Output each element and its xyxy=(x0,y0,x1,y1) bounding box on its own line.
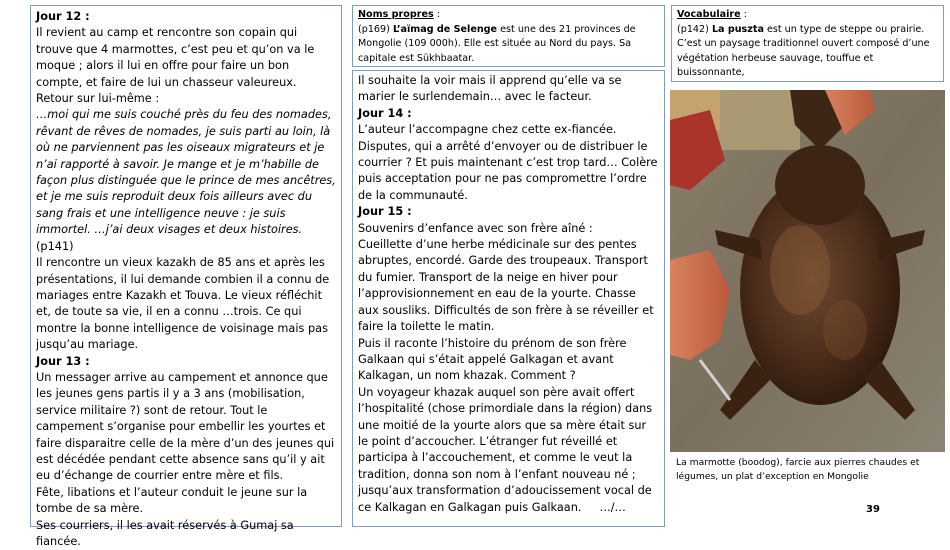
vocabulary-title xyxy=(677,8,938,23)
proper-nouns-definition: est une des 21 provinces de Mongolie (109 000h). Elle est située au Nord du pays. Sa capitale est Sükhbaatar. xyxy=(358,23,636,64)
quote-paragraph xyxy=(36,107,336,255)
proper-nouns-box xyxy=(352,5,665,67)
quote-ref: (p141) xyxy=(36,239,74,253)
marmot-photo xyxy=(670,90,945,452)
left-text-box xyxy=(30,5,342,548)
proper-nouns-term: L’aïmag de Selenge xyxy=(392,23,498,35)
marmot-photo-illustration xyxy=(670,90,945,452)
jour15-text4-body: Un voyageur khazak auquel son père avait offert l’hospitalité (chose primordiale dans la région) dans une moitié de la yourte alors que sa mère était sur le point d’accoucher. L’étranger fut réveillé et participa à l’accouchement, et comme le veut la tradition, donna son nom à l’enfant nouveau né ; jusqu’aux transformation d’adoucissement vocal de ce Kalkagan en Galkagan puis Galkaan. xyxy=(358,385,653,514)
jour14-text: L’auteur l’accompagne chez cette ex-fiancée. Disputes, qui a arrêté d’envoyer ou de distribuer le courrier ? Et puis maintenant c’est trop tard… Colère puis acceptation pour ne pas compromettre l’ordre de la communauté. xyxy=(358,123,658,202)
intro-text: Il souhaite la voir mais il apprend qu’elle va se marier le surlendemain… avec le facteur. xyxy=(358,74,622,104)
proper-nouns-colon: : xyxy=(433,9,440,20)
proper-nouns-heading: Noms propres xyxy=(358,9,434,20)
jour13-text: Un messager arrive au campement et annonce que les jeunes gens partis il y a 3 ans (mobilisation, service militaire ?) sont de retour. Tout le campement s’organise pour embellir les yourtes et faire disparaitre celle de la mère d’un des jeunes qui est décédée pendant cette absence sans qu’il y ait eu d’échange de courrier entre mère et fils. xyxy=(36,370,335,483)
vocabulary-heading: Vocabulaire xyxy=(677,9,741,20)
jour12-text: Il revient au camp et rencontre son copain qui trouve que 4 marmottes, c’est peu et qu’on va le moque ; alors il lui en offre pour faire un bon compte, et faire de lui un chasseur valeureux. xyxy=(36,26,315,89)
vocabulary-text xyxy=(677,23,938,81)
vocabulary-ref: (p142) xyxy=(677,23,712,35)
jour15-text1: Souvenirs d’enfance avec son frère aîné : xyxy=(358,221,593,235)
jour12-heading: Jour 12 : xyxy=(36,10,90,23)
page-number: 39 xyxy=(866,504,880,515)
jour15-text4 xyxy=(358,385,659,516)
retour-heading: Retour sur lui-même : xyxy=(36,92,160,106)
jour14-heading: Jour 14 : xyxy=(358,106,412,120)
jour15-heading: Jour 15 : xyxy=(358,205,412,219)
jour13-heading: Jour 13 : xyxy=(36,354,90,368)
vocabulary-colon: : xyxy=(740,9,747,20)
vocabulary-box xyxy=(671,5,944,82)
jour15-text3: Puis il raconte l’histoire du prénom de son frère Galkaan qui s’était appelé Galkagan et avant Kalkagan, un nom khazak. Comment ? xyxy=(358,336,627,383)
quote-text: …moi qui me suis couché près du feu des nomades, rêvant de rêves de nomades, je suis parti au loin, là où ne parviennent pas les oiseaux migrateurs et je n’ai rapporté à savoir. Je mange et je m’habille de façon plus distinguée que le prince de mes ancêtres, et je me suis reproduit deux fois ailleurs avec du sang frais et une intelligence neuve : je suis immortel. …j’ai deux visages et deux histoires. xyxy=(36,108,336,237)
proper-nouns-ref: (p169) xyxy=(358,23,393,35)
proper-nouns-text xyxy=(358,23,659,67)
photo-caption: La marmotte (boodog), farcie aux pierres chaudes et légumes, un plat d’exception en Mongolie xyxy=(676,457,920,482)
middle-text-box xyxy=(352,70,665,527)
vocabulary-term: La puszta xyxy=(711,23,764,35)
continued-mark: …/… xyxy=(599,500,626,514)
fete-text: Fête, libations et l’auteur conduit le jeune sur la tombe de sa mère. xyxy=(36,485,308,516)
vocabulary-definition: est un type de steppe ou prairie. C’est un paysage traditionnel ouvert composé d’une végétation herbeuse sauvage, touffue et buissonnante, xyxy=(677,23,930,78)
proper-nouns-title xyxy=(358,8,659,23)
jour15-text2: Cueillette d’une herbe médicinale sur des pentes abruptes, encordé. Garde des troupeaux. Transport du fumier. Transport de la neige en hiver pour l’approvisionnement en eau de la yourte. Chasse aux sousliks. Difficultés de son frère à se réveiller et faire la toilette le matin. xyxy=(358,238,654,334)
courriers-text: Ses courriers, il les avait réservés à Gumaj sa fiancée. xyxy=(36,518,294,548)
kazakh-text: Il rencontre un vieux kazakh de 85 ans et après les présentations, il lui demande combien il a connu de mariages entre Kazakh et Touva. Le vieux réfléchit et, de toute sa vie, il en a connu …trois. Ce qui montre la bonne intelligence de voisinage mais pas jusqu’au mariage. xyxy=(36,256,330,352)
